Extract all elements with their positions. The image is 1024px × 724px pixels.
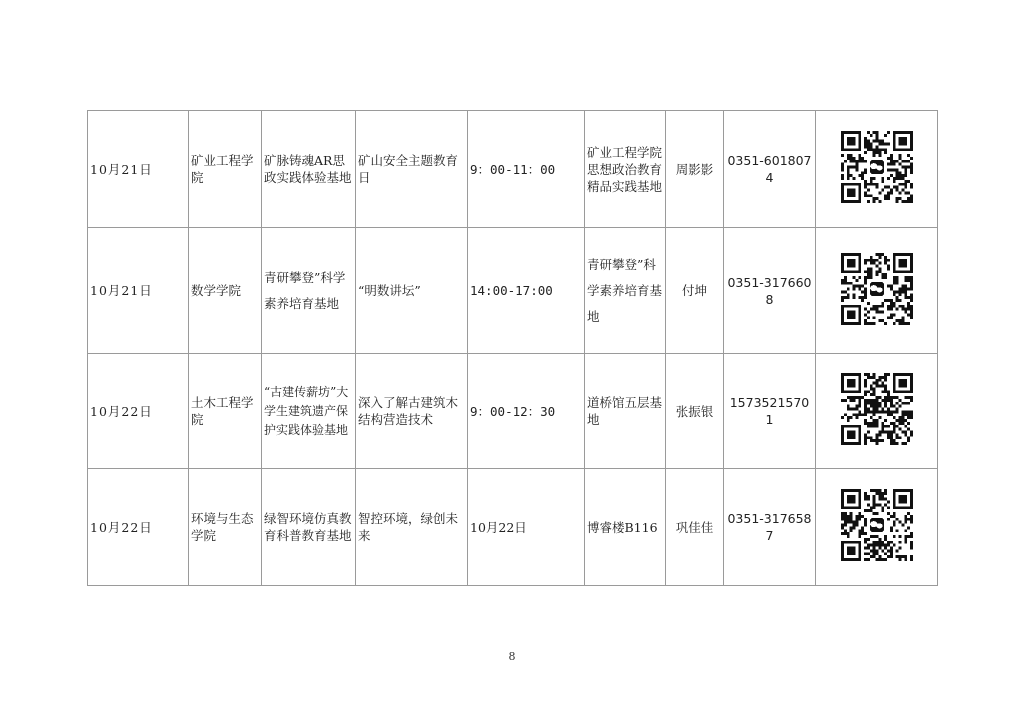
page-number: 8 <box>508 650 516 663</box>
wechat-qr-code-icon <box>841 253 913 325</box>
table-row <box>88 354 938 469</box>
date-cell: 10月22日 <box>88 469 189 586</box>
time-cell: 9：00-11：00 <box>468 111 585 228</box>
college-cell: 数学学院 <box>189 228 262 354</box>
location-cell: 博睿楼B116 <box>585 469 666 586</box>
college-cell: 矿业工程学院 <box>189 111 262 228</box>
location-cell: 青研攀登”科学素养培育基地 <box>585 228 666 354</box>
contact-cell: 巩佳佳 <box>666 469 724 586</box>
contact-cell: 付坤 <box>666 228 724 354</box>
date-cell: 10月22日 <box>88 354 189 469</box>
activity-cell: 深入了解古建筑木结构营造技术 <box>356 354 468 469</box>
time-cell: 14:00-17:00 <box>468 228 585 354</box>
contact-cell: 周影影 <box>666 111 724 228</box>
schedule-table <box>87 110 938 586</box>
activity-cell: “明数讲坛” <box>356 228 468 354</box>
college-cell: 土木工程学院 <box>189 354 262 469</box>
college-cell: 环境与生态学院 <box>189 469 262 586</box>
qr-cell <box>816 228 938 354</box>
base-cell: 矿脉铸魂AR思政实践体验基地 <box>262 111 356 228</box>
table-row <box>88 228 938 354</box>
contact-cell: 张振银 <box>666 354 724 469</box>
date-cell: 10月21日 <box>88 228 189 354</box>
table-row <box>88 111 938 228</box>
qr-cell <box>816 111 938 228</box>
location-cell: 道桥馆五层基地 <box>585 354 666 469</box>
table-row <box>88 469 938 586</box>
qr-cell <box>816 354 938 469</box>
activity-cell: 智控环境，绿创未来 <box>356 469 468 586</box>
activity-cell: 矿山安全主题教育日 <box>356 111 468 228</box>
wechat-qr-code-icon <box>841 489 913 561</box>
wechat-qr-code-icon <box>841 131 913 203</box>
qr-code-icon <box>841 373 913 445</box>
location-cell: 矿业工程学院思想政治教育精品实践基地 <box>585 111 666 228</box>
qr-cell <box>816 469 938 586</box>
time-cell: 10月22日 <box>468 469 585 586</box>
phone-cell: 0351-6018074 <box>724 111 816 228</box>
date-cell: 10月21日 <box>88 111 189 228</box>
phone-cell: 0351-3176608 <box>724 228 816 354</box>
phone-cell: 15735215701 <box>724 354 816 469</box>
base-cell: 绿智环境仿真教育科普教育基地 <box>262 469 356 586</box>
time-cell: 9：00-12：30 <box>468 354 585 469</box>
base-cell: 青研攀登”科学素养培育基地 <box>262 228 356 354</box>
phone-cell: 0351-3176587 <box>724 469 816 586</box>
base-cell: “古建传薪坊”大学生建筑遗产保护实践体验基地 <box>262 354 356 469</box>
